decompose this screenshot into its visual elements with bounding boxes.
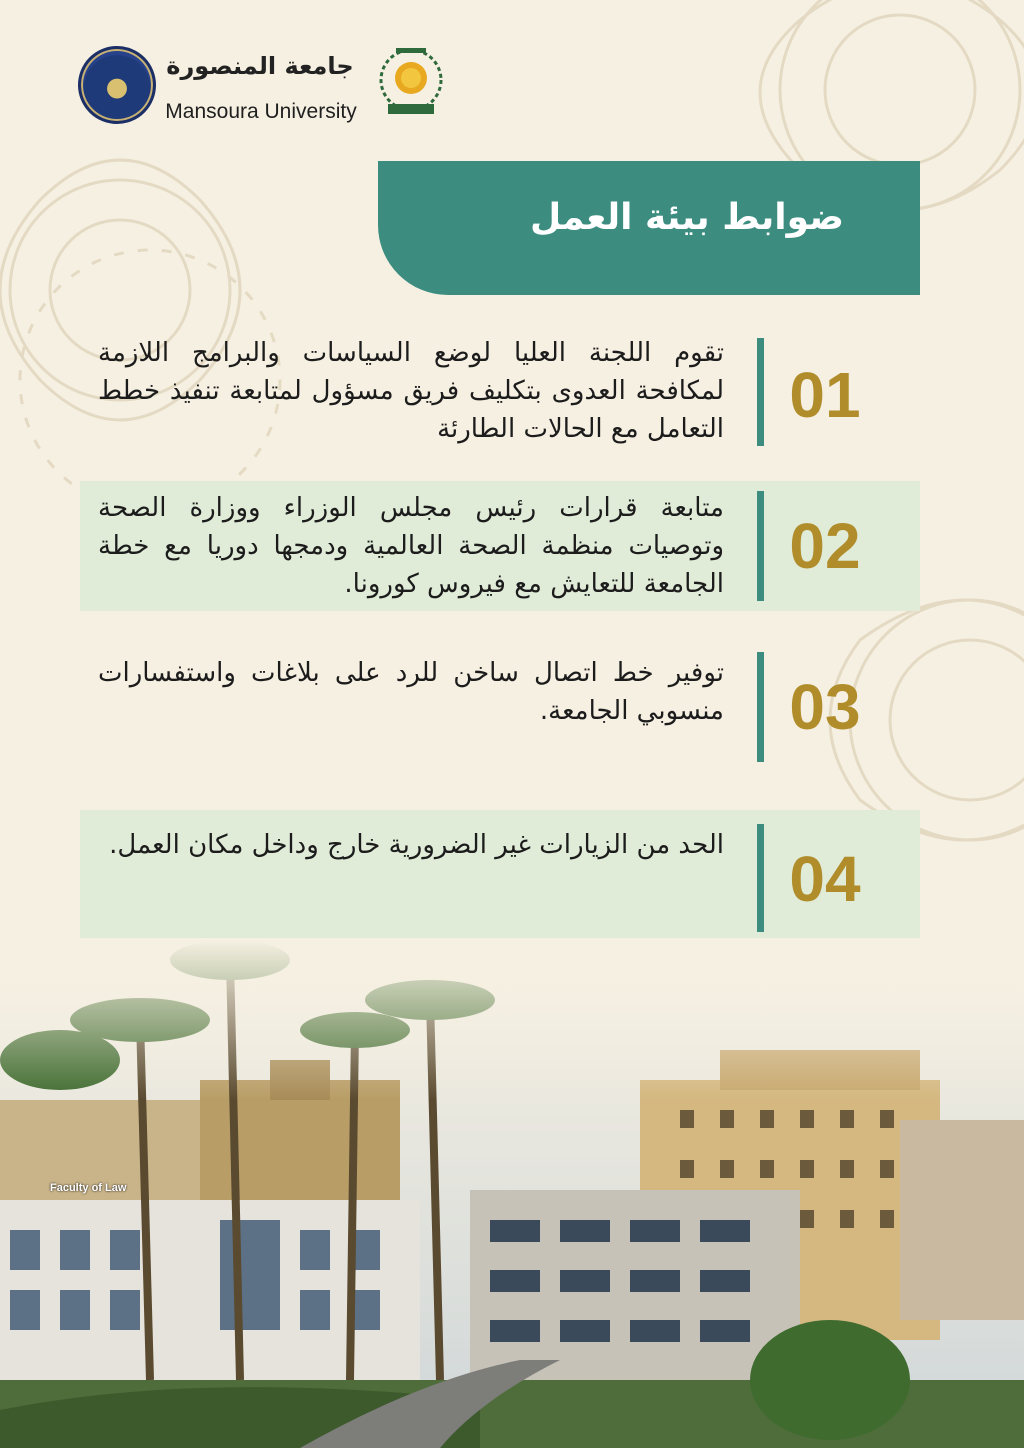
list-item <box>80 330 920 455</box>
item-divider <box>757 491 764 601</box>
item-number: 02 <box>789 510 861 582</box>
item-number: 03 <box>789 671 861 743</box>
university-name-english: Mansoura University <box>165 100 357 123</box>
list-item <box>80 648 920 766</box>
item-divider <box>757 652 764 762</box>
item-divider <box>757 338 764 446</box>
title-banner <box>378 161 920 295</box>
university-header <box>70 40 470 140</box>
faculty-seal-logo <box>78 46 156 124</box>
photo-top-fade <box>0 940 1024 1100</box>
list-item <box>80 481 920 611</box>
university-emblem-logo <box>370 42 452 124</box>
page-title: ضوابط بيئة العمل <box>529 197 844 238</box>
item-divider <box>757 824 764 932</box>
university-name-arabic: جامعة المنصورة <box>166 52 354 80</box>
item-number: 04 <box>789 843 861 915</box>
item-text: تقوم اللجنة العليا لوضع السياسات والبرامج اللازمة لمكافحة العدوى بتكليف فريق مسؤول لمتابعة تنفيذ خطط التعامل مع الحالات الطارئة <box>98 338 724 444</box>
item-text: الحد من الزيارات غير الضرورية خارج وداخل مكان العمل. <box>109 830 724 860</box>
item-text: متابعة قرارات رئيس مجلس الوزراء ووزارة الصحة وتوصيات منظمة الصحة العالمية ودمجها دوريا مع خطة الجامعة للتعايش مع فيروس كورونا. <box>98 493 724 599</box>
campus-photo-collage <box>0 940 1024 1448</box>
item-text: توفير خط اتصال ساخن للرد على بلاغات واستفسارات منسوبي الجامعة. <box>98 658 724 726</box>
faculty-of-law-label: Faculty of Law <box>50 1182 127 1194</box>
list-item <box>80 810 920 938</box>
item-number: 01 <box>789 359 861 431</box>
